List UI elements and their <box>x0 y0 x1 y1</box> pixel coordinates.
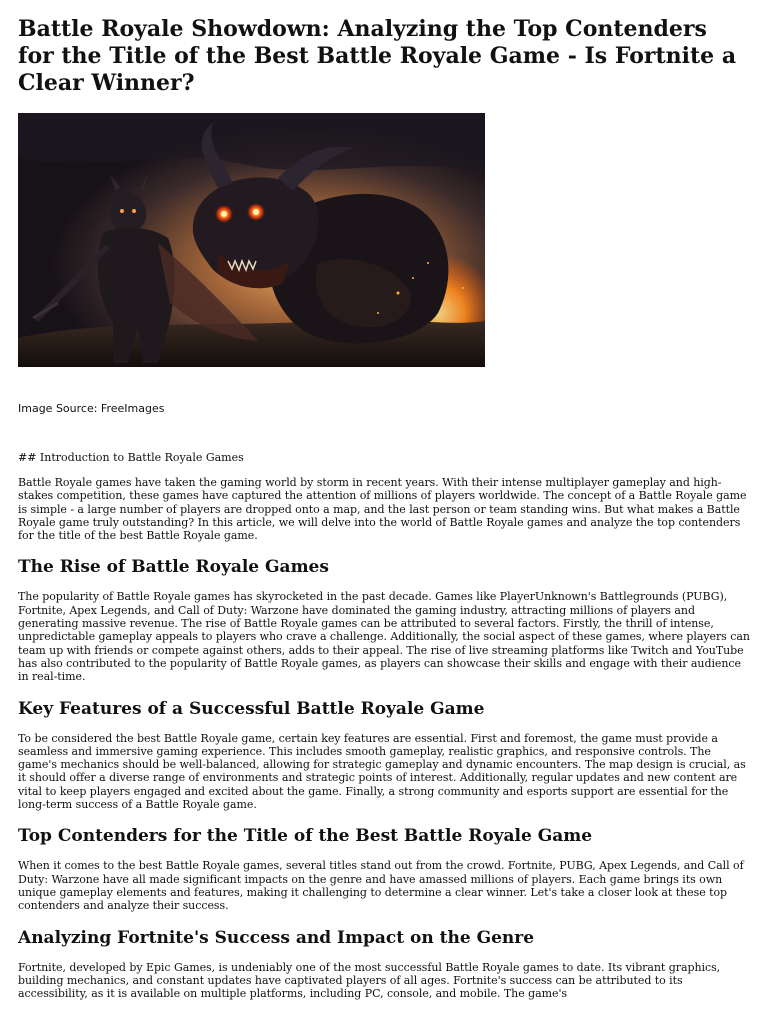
section-paragraph-fortnite: Fortnite, developed by Epic Games, is undeniably one of the most successful Battle Royale games to date. Its vibrant graphics, building mechanics, and constant updates have captivated players of all ages. Fortnite's success can be attributed to its accessibility, as it is available on multiple platforms, including PC, console, and mobile. The game's <box>18 960 721 1001</box>
image-source-caption: Image Source: FreeImages <box>18 402 165 415</box>
intro-heading: ## Introduction to Battle Royale Games <box>18 451 244 464</box>
section-paragraph-top-contenders: When it comes to the best Battle Royale games, several titles stand out from the crowd. Fortnite, PUBG, Apex Legends, and Call of Duty: Warzone have all made significant impacts on the genre and have amassed millions of players. Each game brings its own unique gameplay elements and features, making it challenging to determine a clear winner. Let's take a closer look at these top contenders and analyze their success. <box>18 859 744 913</box>
section-heading-top-contenders: Top Contenders for the Title of the Best Battle Royale Game <box>18 826 593 847</box>
section-heading-rise: The Rise of Battle Royale Games <box>18 557 329 578</box>
intro-paragraph: Battle Royale games have taken the gaming world by storm in recent years. With their intense multiplayer gameplay and high-stakes competition, these games have captured the attention of millions of players worldwide. The concept of a Battle Royale game is simple - a large number of players are dropped onto a map, and the last person or team standing wins. But what makes a Battle Royale game truly outstanding? In this article, we will delve into the world of Battle Royale games and analyze the top contenders for the title of the best Battle Royale game. <box>18 476 747 543</box>
section-heading-key-features: Key Features of a Successful Battle Royale Game <box>18 698 485 719</box>
section-paragraph-key-features: To be considered the best Battle Royale game, certain key features are essential. First and foremost, the game must provide a seamless and immersive gaming experience. This includes smooth gameplay, realistic graphics, and responsive controls. The game's mechanics should be well-balanced, allowing for strategic gameplay and dynamic encounters. The map design is crucial, as it should offer a diverse range of environments and strategic points of interest. Additionally, regular updates and new content are vital to keep players engaged and excited about the game. Finally, a strong community and esports support are essential for the long-term success of a Battle Royale game. <box>18 731 746 812</box>
section-heading-fortnite: Analyzing Fortnite's Success and Impact on the Genre <box>18 927 535 948</box>
article-title: Battle Royale Showdown: Analyzing the Top Contenders for the Title of the Best Battle Royale Game - Is Fortnite a Clear Winner? <box>18 16 737 96</box>
dark-knight-and-demon-illustration <box>18 113 485 367</box>
section-paragraph-rise: The popularity of Battle Royale games has skyrocketed in the past decade. Games like PlayerUnknown's Battlegrounds (PUBG), Fortnite, Apex Legends, and Call of Duty: Warzone have dominated the gaming industry, attracting millions of players and generating massive revenue. The rise of Battle Royale games can be attributed to several factors. Firstly, the thrill of intense, unpredictable gameplay appeals to players who crave a challenge. Additionally, the social aspect of these games, where players can team up with friends or compete against others, adds to their appeal. The rise of live streaming platforms like Twitch and YouTube has also contributed to the popularity of Battle Royale games, as players can showcase their skills and engage with their audience in real-time. <box>18 590 750 684</box>
hero-image <box>18 113 485 367</box>
